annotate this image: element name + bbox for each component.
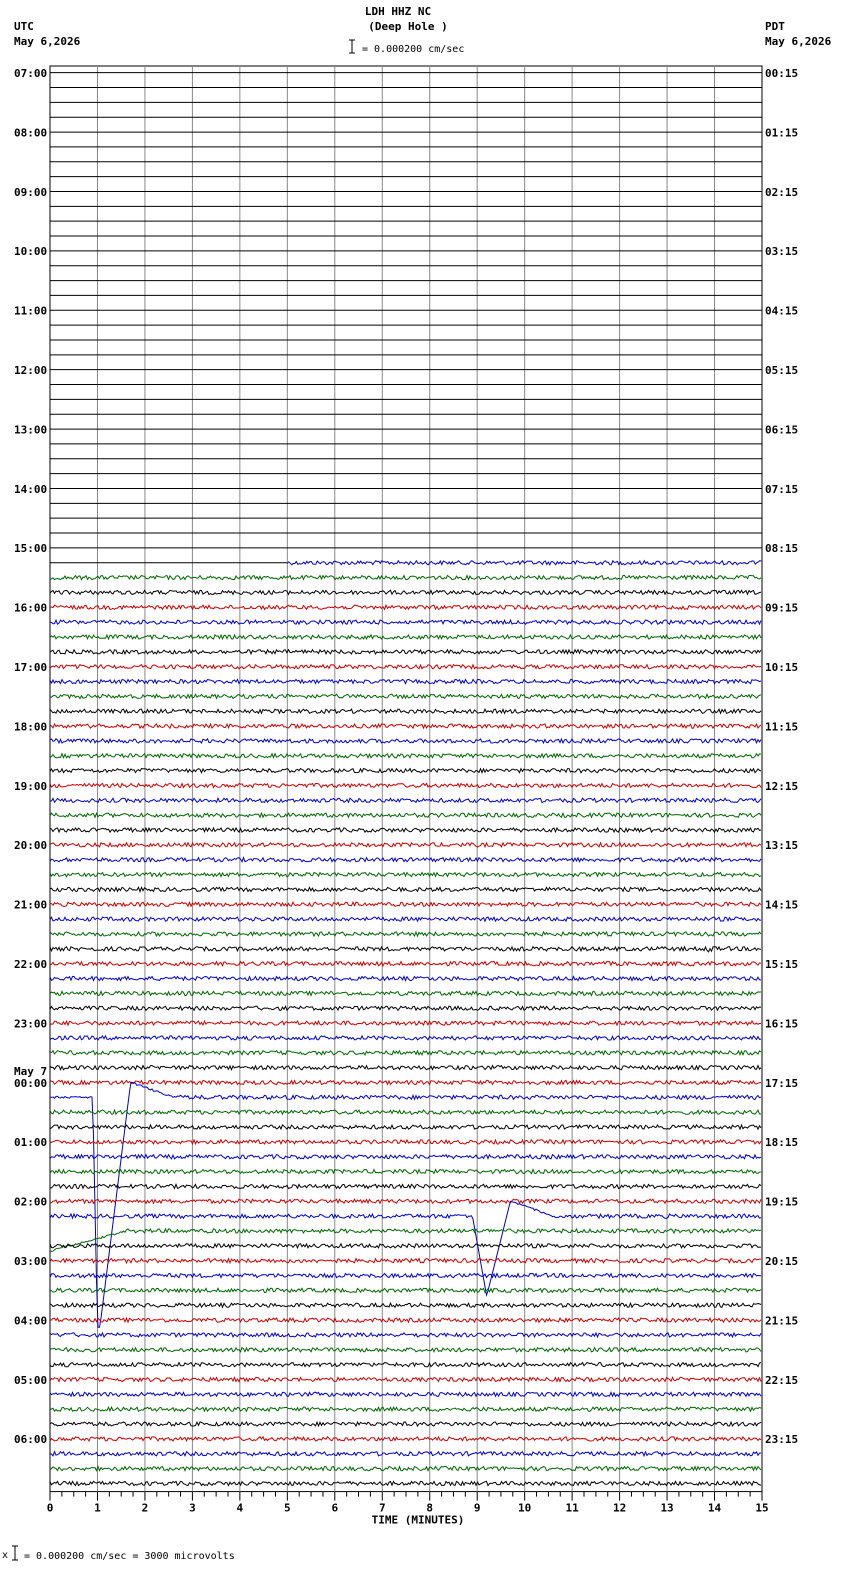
trace-row — [50, 947, 761, 952]
right-timezone: PDT — [765, 20, 785, 33]
left-hour-label: 21:00 — [14, 898, 48, 912]
scale-text: = 0.000200 cm/sec — [362, 44, 465, 55]
trace-row — [50, 1392, 761, 1396]
right-hour-label: 05:15 — [765, 364, 799, 377]
right-hour-label: 22:15 — [765, 1373, 799, 1387]
right-hour-label: 23:15 — [765, 1433, 799, 1447]
left-hour-label: 23:00 — [14, 1017, 48, 1031]
right-hour-label: 15:15 — [765, 958, 799, 971]
right-hour-label: 14:15 — [765, 898, 799, 912]
trace-row — [50, 1318, 761, 1322]
trace-row — [50, 1303, 761, 1307]
trace-row — [50, 1273, 761, 1277]
left-date: May 6,2026 — [14, 35, 81, 48]
right-hour-label: 20:15 — [765, 1255, 799, 1268]
trace-row — [50, 1184, 761, 1188]
trace-row — [50, 1110, 761, 1114]
trace-row — [50, 1021, 761, 1025]
trace-row — [50, 1422, 761, 1426]
trace-row — [50, 620, 761, 624]
trace-row — [50, 962, 761, 966]
trace-row — [50, 1066, 761, 1070]
x-tick-label: 2 — [141, 1501, 149, 1515]
footer-scale-bar-icon — [12, 1546, 18, 1560]
trace-row — [50, 932, 761, 936]
trace-row — [50, 902, 761, 906]
x-tick-label: 15 — [755, 1501, 769, 1515]
trace-row — [50, 1363, 761, 1367]
right-hour-label: 13:15 — [765, 839, 799, 853]
left-hour-label: 14:00 — [14, 482, 48, 496]
footer-scale-text: = 0.000200 cm/sec = 3000 microvolts — [24, 1551, 235, 1562]
left-hour-label: 11:00 — [14, 304, 48, 318]
x-tick-label: 6 — [331, 1501, 339, 1515]
right-hour-label: 02:15 — [765, 185, 799, 199]
left-hour-label: 15:00 — [14, 542, 48, 556]
trace-row — [50, 1333, 761, 1337]
x-tick-label: 0 — [46, 1501, 54, 1515]
right-hour-label: 06:15 — [765, 423, 799, 437]
trace-row — [50, 798, 761, 802]
right-hour-label: 08:15 — [765, 542, 799, 556]
trace-row — [50, 1452, 761, 1456]
x-tick-label: 14 — [707, 1501, 722, 1515]
right-hour-label: 03:15 — [765, 245, 799, 259]
trace-row — [50, 665, 761, 669]
trace-row — [50, 1155, 761, 1159]
x-tick-label: 12 — [612, 1501, 627, 1515]
left-hour-label: 05:00 — [14, 1373, 48, 1387]
right-hour-label: 12:15 — [765, 779, 799, 793]
trace-row — [50, 709, 761, 713]
left-hour-label: 00:00 — [14, 1076, 48, 1090]
right-hour-label: 04:15 — [765, 304, 799, 318]
trace-row — [50, 679, 761, 683]
trace-row — [50, 576, 761, 580]
left-hour-label: 10:00 — [14, 245, 48, 259]
trace-row — [50, 1080, 761, 1084]
left-hour-label: 06:00 — [14, 1433, 48, 1447]
trace-row — [50, 858, 761, 862]
left-hour-label: 08:00 — [14, 126, 48, 140]
trace-row — [50, 1082, 761, 1327]
x-axis-title: TIME (MINUTES) — [371, 1513, 465, 1527]
x-tick-label: 8 — [426, 1501, 434, 1515]
left-hour-label: 09:00 — [14, 185, 48, 199]
right-hour-label: 19:15 — [765, 1195, 799, 1209]
x-tick-label: 5 — [284, 1501, 291, 1515]
trace-row — [50, 754, 761, 758]
right-date: May 6,2026 — [765, 35, 832, 48]
trace-row — [50, 813, 761, 817]
left-hour-label: 01:00 — [14, 1136, 48, 1150]
trace-row — [50, 650, 761, 654]
trace-row — [50, 1481, 761, 1485]
trace-row — [50, 590, 761, 594]
left-hour-label: 13:00 — [14, 423, 48, 437]
station-title: LDH HHZ NC — [364, 5, 432, 18]
trace-row — [50, 976, 761, 980]
trace-row — [50, 1288, 761, 1292]
trace-row — [50, 1125, 761, 1129]
trace-row — [50, 1377, 761, 1381]
left-hour-label: 07:00 — [14, 67, 48, 80]
trace-row — [50, 1467, 761, 1471]
right-hour-label: 07:15 — [765, 482, 799, 496]
right-hour-label: 01:15 — [765, 126, 799, 140]
right-hour-label: 16:15 — [765, 1017, 799, 1031]
right-hour-label: 10:15 — [765, 661, 799, 674]
trace-row — [50, 887, 761, 891]
left-hour-label: 18:00 — [14, 720, 48, 734]
right-hour-label: 09:15 — [765, 601, 799, 615]
left-hour-label: 12:00 — [14, 364, 48, 377]
right-hour-label: 21:15 — [765, 1314, 799, 1328]
trace-row — [50, 1259, 761, 1263]
trace-row — [50, 1140, 761, 1144]
plot-frame — [50, 66, 762, 1492]
trace-row — [50, 1201, 761, 1295]
trace-group — [50, 73, 762, 1486]
trace-row — [50, 739, 761, 743]
x-axis — [47, 1492, 769, 1515]
x-tick-label: 10 — [518, 1501, 532, 1515]
trace-row — [50, 1348, 761, 1352]
trace-row — [50, 783, 761, 787]
scale-bar-icon — [349, 40, 355, 53]
left-hour-label: 04:00 — [14, 1314, 48, 1328]
footer-marker: x — [2, 1550, 9, 1561]
trace-row — [50, 1244, 761, 1248]
trace-row — [50, 1199, 761, 1203]
right-hour-label: 17:15 — [765, 1076, 799, 1090]
trace-row — [50, 1437, 761, 1441]
trace-row — [50, 1229, 761, 1252]
trace-row — [50, 694, 761, 698]
trace-row — [50, 635, 761, 639]
trace-row — [50, 769, 761, 773]
trace-row — [50, 1036, 761, 1040]
day-change-label: May 7 — [14, 1064, 48, 1078]
left-hour-label: 16:00 — [14, 601, 48, 615]
chart-grid — [50, 66, 762, 1492]
trace-row — [50, 917, 761, 921]
trace-row — [50, 1170, 761, 1174]
trace-row — [50, 873, 761, 877]
left-hour-label: 17:00 — [14, 661, 48, 674]
x-tick-label: 11 — [565, 1501, 579, 1515]
trace-row — [50, 1006, 761, 1010]
right-hour-label: 18:15 — [765, 1136, 799, 1150]
trace-row — [50, 1051, 761, 1055]
left-timezone: UTC — [14, 20, 34, 33]
x-tick-label: 3 — [189, 1501, 196, 1515]
trace-row — [50, 724, 761, 728]
left-hour-label: 20:00 — [14, 839, 48, 853]
trace-row — [50, 991, 761, 995]
left-hour-label: 19:00 — [14, 779, 48, 793]
x-tick-label: 13 — [660, 1501, 674, 1515]
trace-row — [50, 828, 761, 832]
left-hour-label: 03:00 — [14, 1255, 48, 1268]
x-tick-label: 9 — [473, 1501, 481, 1515]
trace-row — [50, 1407, 761, 1411]
trace-row — [50, 605, 761, 609]
trace-row — [50, 843, 761, 847]
x-tick-label: 1 — [94, 1501, 101, 1515]
left-hour-label: 02:00 — [14, 1195, 48, 1209]
station-location: (Deep Hole ) — [368, 20, 448, 33]
x-tick-label: 4 — [236, 1501, 244, 1515]
right-hour-label: 11:15 — [765, 720, 799, 734]
left-hour-label: 22:00 — [14, 958, 48, 971]
x-tick-label: 7 — [378, 1501, 386, 1515]
right-hour-label: 00:15 — [765, 67, 799, 80]
